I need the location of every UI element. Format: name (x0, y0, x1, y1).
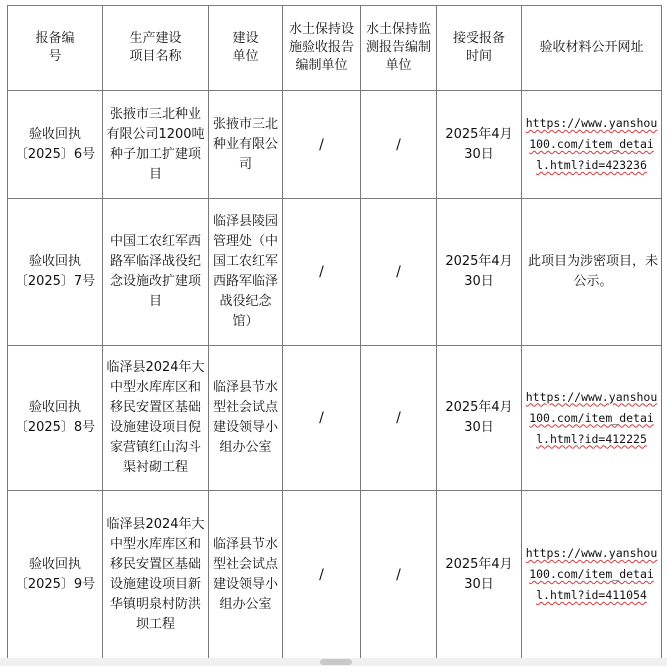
header-report-unit: 水土保持设施验收报告编制单位 (283, 6, 361, 91)
header-record-number: 报备编号 (8, 6, 103, 91)
monitor-unit: / (361, 91, 437, 199)
table-row (8, 199, 662, 346)
confidential-note: 此项目为涉密项目，未公示。 (522, 199, 662, 346)
scrollbar-thumb[interactable] (320, 659, 352, 665)
header-url: 验收材料公开网址 (522, 6, 662, 91)
builder-name: 临泽县节水型社会试点建设领导小组办公室 (209, 491, 283, 659)
builder-name: 张掖市三北种业有限公司 (209, 91, 283, 199)
header-row (8, 6, 662, 91)
header-builder: 建设单位 (209, 6, 283, 91)
acceptance-record-table (7, 5, 662, 659)
report-unit: / (283, 491, 361, 659)
project-name: 张掖市三北种业有限公司1200吨种子加工扩建项目 (103, 91, 209, 199)
builder-name: 临泽县节水型社会试点建设领导小组办公室 (209, 346, 283, 491)
project-name: 中国工农红军西路军临泽战役纪念设施改扩建项目 (103, 199, 209, 346)
report-date: 2025年4月30日 (437, 91, 522, 199)
report-date: 2025年4月30日 (437, 199, 522, 346)
acceptance-url[interactable]: https://www.yanshou100.com/item_detail.html?id=423236 (522, 91, 662, 199)
acceptance-url[interactable]: https://www.yanshou100.com/item_detail.html?id=412225 (522, 346, 662, 491)
table-row (8, 91, 662, 199)
report-unit: / (283, 199, 361, 346)
header-date: 接受报备时间 (437, 6, 522, 91)
acceptance-url[interactable]: https://www.yanshou100.com/item_detail.html?id=411054 (522, 491, 662, 659)
monitor-unit: / (361, 491, 437, 659)
record-number: 验收回执〔2025〕9号 (8, 491, 103, 659)
monitor-unit: / (361, 199, 437, 346)
builder-name: 临泽县陵园管理处（中国工农红军西路军临泽战役纪念馆） (209, 199, 283, 346)
header-project-name: 生产建设项目名称 (103, 6, 209, 91)
table-row (8, 346, 662, 491)
record-number: 验收回执〔2025〕6号 (8, 91, 103, 199)
monitor-unit: / (361, 346, 437, 491)
header-monitor-unit: 水土保持监测报告编制单位 (361, 6, 437, 91)
report-date: 2025年4月30日 (437, 346, 522, 491)
table-row (8, 491, 662, 659)
record-number: 验收回执〔2025〕7号 (8, 199, 103, 346)
horizontal-scrollbar[interactable] (0, 658, 667, 666)
project-name: 临泽县2024年大中型水库库区和移民安置区基础设施建设项目倪家营镇红山沟斗渠衬砌工程 (103, 346, 209, 491)
project-name: 临泽县2024年大中型水库库区和移民安置区基础设施建设项目新华镇明泉村防洪坝工程 (103, 491, 209, 659)
report-unit: / (283, 91, 361, 199)
report-date: 2025年4月30日 (437, 491, 522, 659)
report-unit: / (283, 346, 361, 491)
record-number: 验收回执〔2025〕8号 (8, 346, 103, 491)
